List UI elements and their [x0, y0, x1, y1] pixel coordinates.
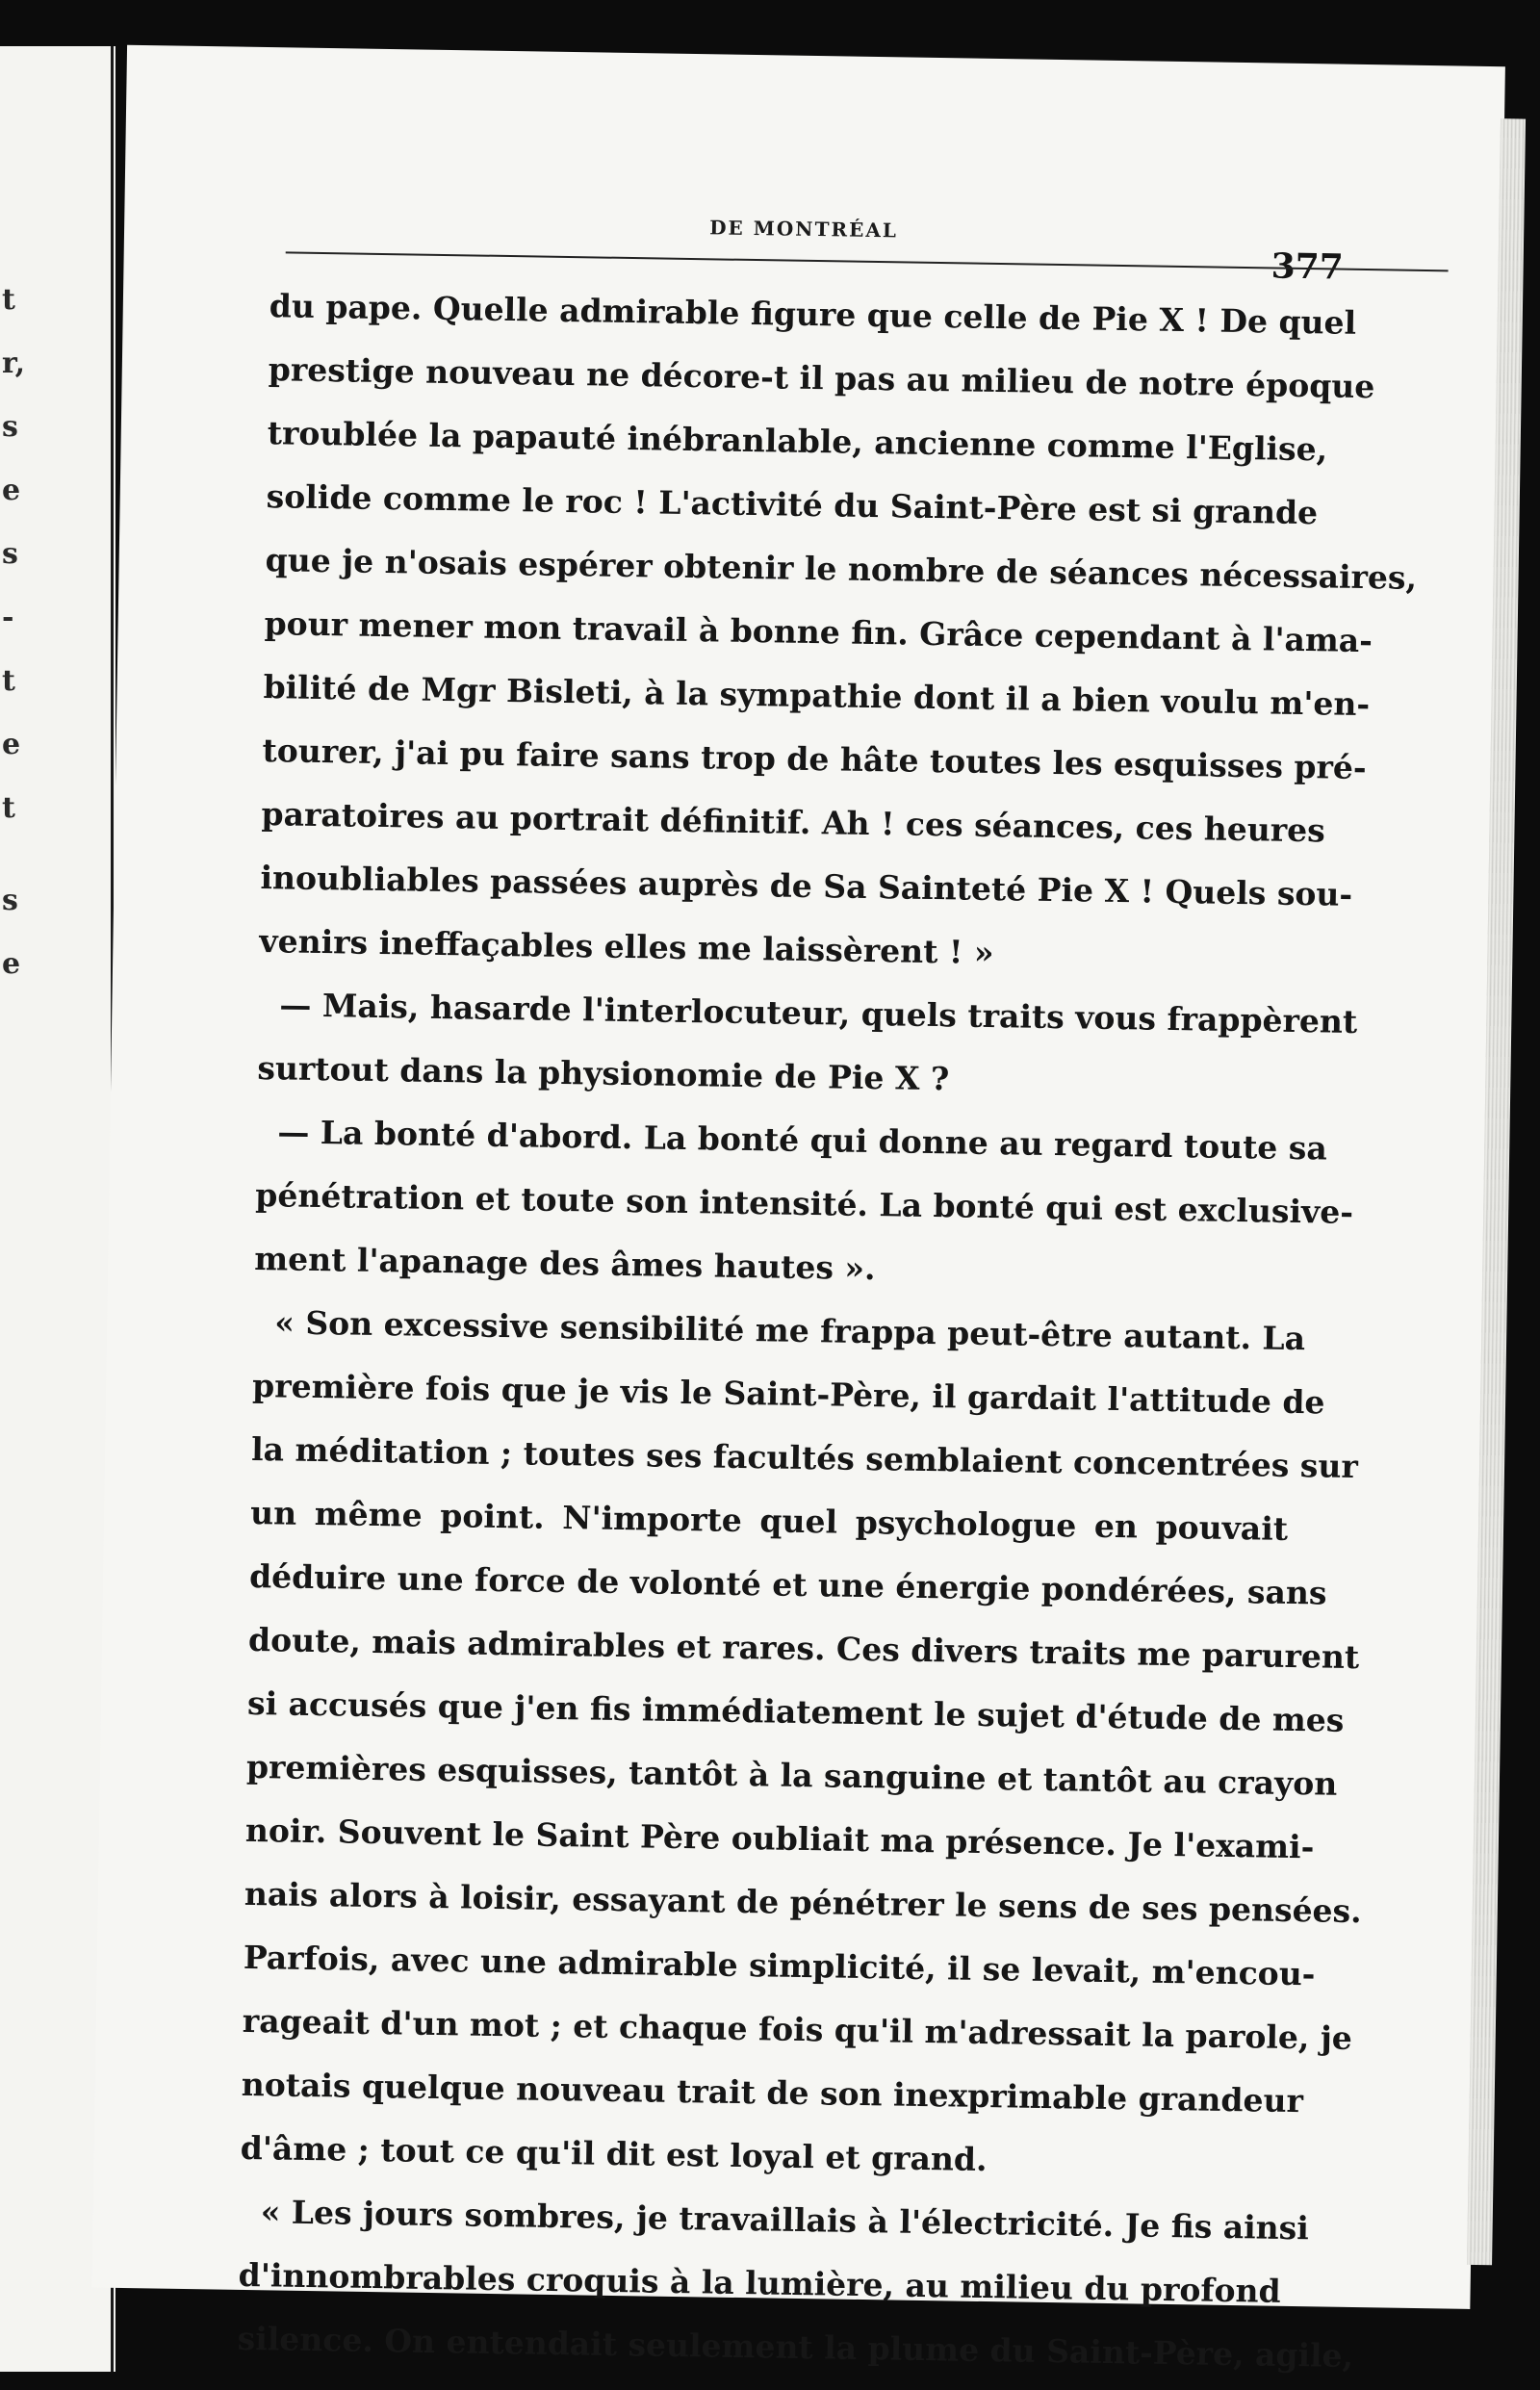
facing-text-fragment: e — [2, 474, 21, 507]
facing-text-fragment: - — [2, 601, 14, 634]
text-line: que je n'osais espérer obtenir le nombre de séances nécessaires, — [265, 541, 1418, 597]
text-line: « Les jours sombres, je travaillais à l'électricité. Je fis ainsi — [260, 2193, 1310, 2248]
text-line: un même point. N'importe quel psychologue en pouvait — [249, 1493, 1289, 1548]
text-line: notais quelque nouveau trait de son inexprimable grandeur — [241, 2065, 1304, 2120]
text-line: silence. On entendait seulement la plume du Saint-Père, agile, — [237, 2319, 1354, 2376]
text-line: inoubliables passées auprès de Sa Sainteté Pie X ! Quels sou- — [260, 859, 1353, 913]
text-line: paratoires au portrait définitif. Ah ! ces séances, ces heures — [261, 795, 1326, 850]
text-line: pénétration et toute son intensité. La bonté qui est exclusive- — [255, 1175, 1354, 1231]
text-line: d'âme ; tout ce qu'il dit est loyal et grand. — [240, 2128, 988, 2179]
text-line: — Mais, hasarde l'interlocuteur, quels traits vous frappèrent — [279, 986, 1358, 1041]
facing-text-fragment: s — [2, 537, 18, 571]
page-number: 377 — [1270, 245, 1345, 288]
text-line: bilité de Mgr Bisleti, à la sympathie dont il a bien voulu m'en- — [263, 668, 1371, 724]
facing-text-fragment: t — [2, 664, 15, 698]
text-line: la méditation ; toutes ses facultés semblaient concentrées sur — [250, 1429, 1359, 1486]
text-line: déduire une force de volonté et une énergie pondérées, sans — [248, 1556, 1327, 1612]
text-line: si accusés que j'en fis immédiatement le sujet d'étude de mes — [246, 1683, 1345, 1739]
body-text — [237, 274, 1418, 2387]
facing-text-fragment: t — [2, 283, 15, 317]
text-line: ment l'apanage des âmes hautes ». — [253, 1239, 876, 1288]
text-line: du pape. Quelle admirable figure que celle de Pie X ! De quel — [269, 287, 1357, 342]
text-line: tourer, j'ai pu faire sans trop de hâte toutes les esquisses pré- — [262, 732, 1367, 787]
facing-text-fragment: e — [2, 947, 21, 981]
facing-text-fragment: s — [2, 884, 18, 917]
text-line: première fois que je vis le Saint-Père, il gardait l'attitude de — [251, 1366, 1325, 1422]
text-line: pour mener mon travail à bonne fin. Grâce cependant à l'ama- — [264, 604, 1373, 660]
text-line: venirs ineffaçables elles me laissèrent ! » — [259, 922, 994, 972]
text-line: premières esquisses, tantôt à la sanguine et tantôt au crayon — [245, 1747, 1338, 1803]
text-line: rageait d'un mot ; et chaque fois qu'il m'adressait la parole, je — [242, 2001, 1353, 2057]
page-stack-edges — [1467, 118, 1526, 2265]
text-line: troublée la papauté inébranlable, ancienne comme l'Eglise, — [267, 414, 1328, 469]
text-line: noir. Souvent le Saint Père oubliait ma présence. Je l'exami- — [244, 1811, 1315, 1866]
text-line: d'innombrables croquis à la lumière, au milieu du profond — [238, 2255, 1281, 2310]
running-head: DE MONTRÉAL — [708, 216, 899, 243]
facing-text-fragment: r, — [2, 347, 26, 380]
text-line: — La bonté d'abord. La bonté qui donne au regard toute sa — [277, 1113, 1328, 1168]
facing-text-fragment: t — [2, 791, 15, 825]
text-line: Parfois, avec une admirable simplicité, il se levait, m'encou- — [243, 1938, 1316, 1993]
facing-text-fragment: e — [2, 728, 21, 761]
text-line: prestige nouveau ne décore-t il pas au milieu de notre époque — [268, 350, 1375, 406]
text-line: « Son excessive sensibilité me frappa peut-être autant. La — [273, 1303, 1306, 1358]
text-line: solide comme le roc ! L'activité du Saint-Père est si grande — [266, 477, 1319, 532]
text-line: nais alors à loisir, essayant de pénétrer le sens de ses pensées. — [244, 1874, 1362, 1931]
text-line: doute, mais admirables et rares. Ces divers traits me parurent — [247, 1620, 1360, 1677]
facing-text-fragment: s — [2, 410, 18, 444]
text-line: surtout dans la physionomie de Pie X ? — [257, 1049, 950, 1098]
book-page — [91, 45, 1504, 2376]
